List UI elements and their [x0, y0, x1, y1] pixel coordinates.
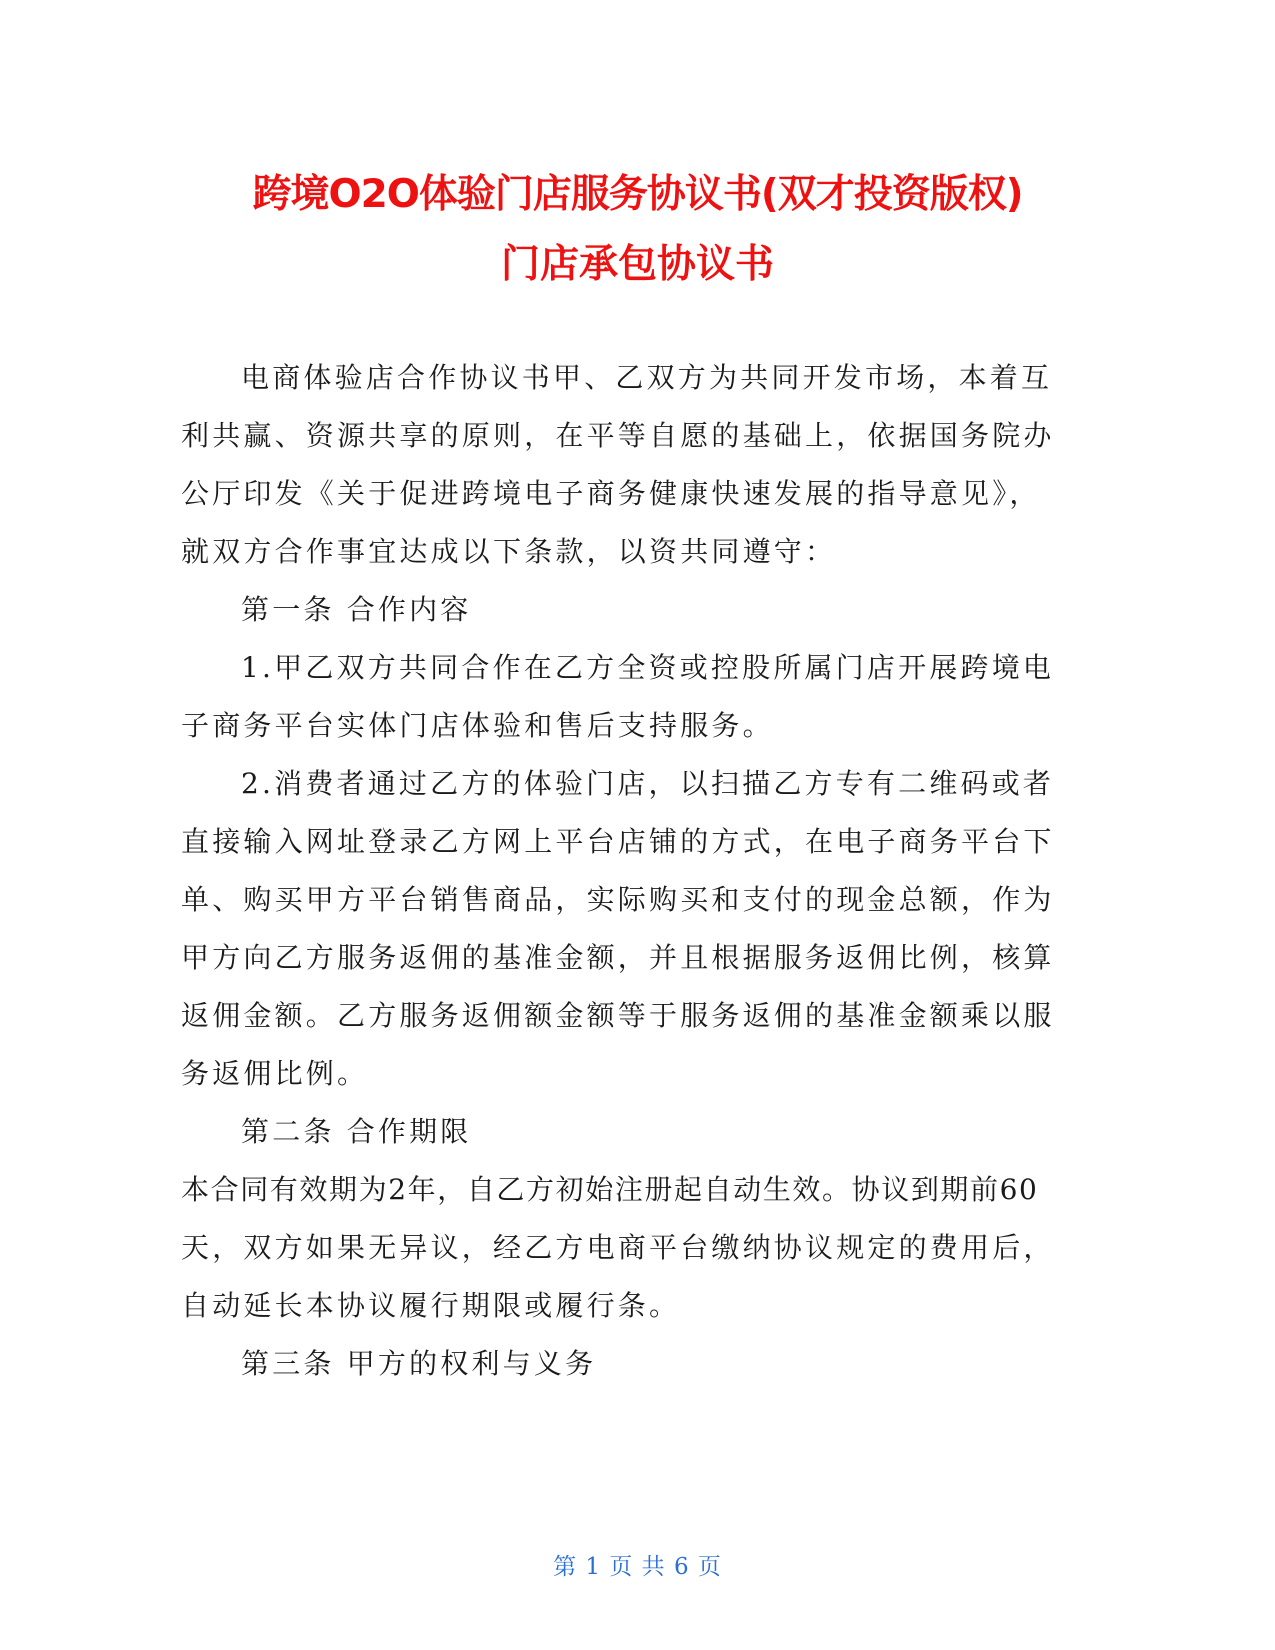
- body-line: 直接输入网址登录乙方网上平台店铺的方式，在电子商务平台下: [181, 825, 1055, 858]
- body-line: 天，双方如果无异议，经乙方电商平台缴纳协议规定的费用后，: [181, 1231, 1055, 1264]
- section-heading: 第三条 甲方的权利与义务: [241, 1347, 597, 1380]
- body-line: 单、购买甲方平台销售商品，实际购买和支付的现金总额，作为: [181, 883, 1055, 916]
- section-heading: 第一条 合作内容: [241, 593, 472, 626]
- section-heading: 第二条 合作期限: [241, 1115, 472, 1148]
- body-line: 1.甲乙双方共同合作在乙方全资或控股所属门店开展跨境电: [241, 651, 1055, 684]
- body-line: 返佣金额。乙方服务返佣额金额等于服务返佣的基准金额乘以服: [181, 999, 1055, 1032]
- document-title-line-1: 跨境O2O体验门店服务协议书(双才投资版权): [252, 172, 1023, 217]
- body-line: 本合同有效期为2年，自乙方初始注册起自动生效。协议到期前60: [181, 1173, 1039, 1206]
- body-line: 自动延长本协议履行期限或履行条。: [181, 1289, 681, 1322]
- page-number-footer: 第 1 页 共 6 页: [553, 1554, 722, 1580]
- body-line: 子商务平台实体门店体验和售后支持服务。: [181, 709, 774, 742]
- body-line: 利共赢、资源共享的原则，在平等自愿的基础上，依据国务院办: [181, 419, 1055, 452]
- body-line: 公厅印发《关于促进跨境电子商务健康快速发展的指导意见》，: [181, 477, 1041, 510]
- body-line: 甲方向乙方服务返佣的基准金额，并且根据服务返佣比例，核算: [181, 941, 1055, 974]
- body-line: 2.消费者通过乙方的体验门店，以扫描乙方专有二维码或者: [241, 767, 1055, 800]
- body-line: 务返佣比例。: [181, 1057, 369, 1090]
- body-line: 电商体验店合作协议书甲、乙双方为共同开发市场，本着互: [241, 361, 1053, 394]
- body-line: 就双方合作事宜达成以下条款，以资共同遵守：: [181, 535, 837, 568]
- document-title-line-2: 门店承包协议书: [500, 242, 774, 287]
